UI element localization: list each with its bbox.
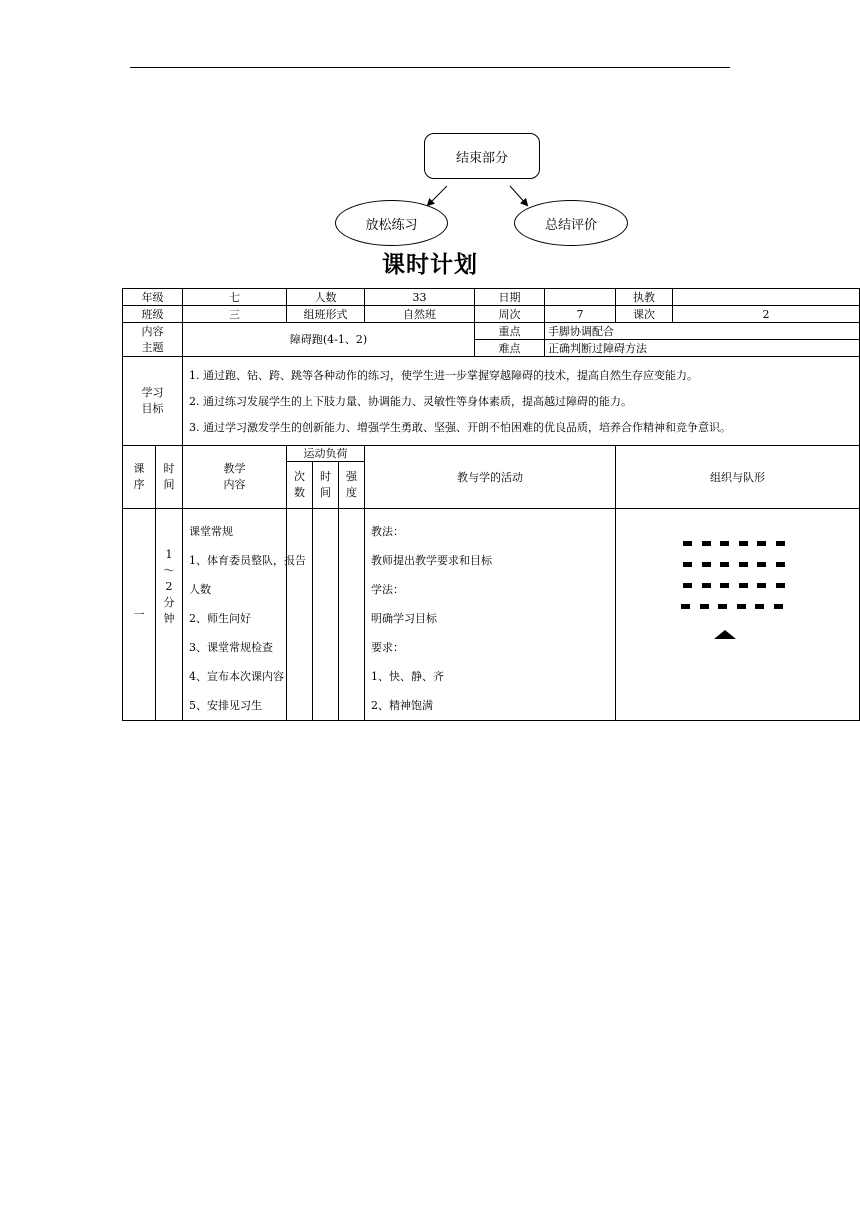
flow-arrows bbox=[0, 0, 860, 260]
section-activity bbox=[365, 509, 616, 721]
class-label: 班级 bbox=[123, 306, 183, 323]
student-marker bbox=[739, 541, 748, 546]
goals-label-2: 目标 bbox=[141, 402, 164, 415]
load-int-1: 强 bbox=[346, 470, 358, 483]
content-line: 2、师生问好 bbox=[189, 612, 251, 625]
section-formation bbox=[616, 509, 860, 721]
count-value: 33 bbox=[365, 289, 475, 306]
load-count-header bbox=[287, 462, 313, 509]
activity-line: 教法： bbox=[371, 525, 405, 538]
activity-line: 2、精神饱满 bbox=[371, 699, 434, 712]
student-marker bbox=[702, 562, 711, 567]
load-time-header bbox=[313, 462, 339, 509]
content-line: 5、安排见习生 bbox=[189, 699, 262, 712]
lesson-label: 课次 bbox=[616, 306, 673, 323]
student-marker bbox=[720, 562, 729, 567]
key-label: 重点 bbox=[475, 323, 545, 340]
student-marker bbox=[720, 541, 729, 546]
student-marker bbox=[702, 583, 711, 588]
content-header-1: 教学 bbox=[223, 462, 246, 475]
form-value: 自然班 bbox=[365, 306, 475, 323]
order-header bbox=[123, 446, 156, 509]
teacher-marker-icon bbox=[714, 630, 736, 639]
time-header-1: 时 bbox=[163, 462, 175, 475]
activity-line: 要求： bbox=[371, 641, 405, 654]
date-value bbox=[545, 289, 616, 306]
activity-line: 明确学习目标 bbox=[371, 612, 438, 625]
student-marker bbox=[702, 541, 711, 546]
student-marker bbox=[739, 562, 748, 567]
flow-right-oval: 总结评价 bbox=[514, 200, 628, 246]
key-value: 手脚协调配合 bbox=[545, 323, 860, 340]
section-time-2: ～ bbox=[163, 564, 175, 577]
flow-left-oval: 放松练习 bbox=[335, 200, 448, 246]
load-count-2: 数 bbox=[294, 486, 305, 499]
content-line: 人数 bbox=[189, 583, 211, 596]
student-marker bbox=[683, 541, 692, 546]
student-marker bbox=[681, 604, 690, 609]
arrow-right bbox=[510, 186, 527, 205]
content-line: 3、课堂常规检查 bbox=[189, 641, 273, 654]
topic-value: 障碍跑(4-1、2) bbox=[183, 323, 475, 357]
section-time-1: 1 bbox=[165, 548, 173, 561]
student-marker bbox=[683, 562, 692, 567]
week-label: 周次 bbox=[475, 306, 545, 323]
date-label: 日期 bbox=[475, 289, 545, 306]
section-time bbox=[156, 509, 183, 721]
time-header bbox=[156, 446, 183, 509]
order-header-1: 课 bbox=[133, 462, 145, 475]
load-time-1: 时 bbox=[320, 470, 331, 483]
student-marker bbox=[718, 604, 727, 609]
content-line: 1、体育委员整队，报告 bbox=[189, 554, 306, 567]
load-count-cell bbox=[287, 509, 313, 721]
goal-item: 2. 通过练习发展学生的上下肢力量、协调能力、灵敏性等身体素质，提高越过障碍的能力。 bbox=[189, 395, 632, 408]
student-marker bbox=[757, 583, 766, 588]
goal-item: 3. 通过学习激发学生的创新能力、增强学生勇敢、坚强、开朗不怕困难的优良品质，培养合作精神和竞争意识。 bbox=[189, 421, 731, 434]
content-line: 4、宣布本次课内容 bbox=[189, 670, 284, 683]
topic-label-1: 内容 bbox=[141, 324, 164, 338]
student-marker bbox=[739, 583, 748, 588]
student-marker bbox=[757, 562, 766, 567]
load-int-2: 度 bbox=[346, 486, 358, 499]
teacher-label: 执教 bbox=[616, 289, 673, 306]
student-marker bbox=[776, 562, 785, 567]
activity-line: 学法： bbox=[371, 583, 405, 596]
form-label: 组班形式 bbox=[287, 306, 365, 323]
section-content bbox=[183, 509, 306, 721]
page-title: 课时计划 bbox=[382, 252, 478, 278]
topic-label bbox=[123, 323, 183, 357]
student-marker bbox=[774, 604, 783, 609]
activity-line: 1、快、静、齐 bbox=[371, 670, 445, 683]
grade-value: 七 bbox=[183, 289, 287, 306]
student-marker bbox=[700, 604, 709, 609]
activity-line: 教师提出教学要求和目标 bbox=[371, 554, 493, 567]
topic-label-2: 主题 bbox=[141, 340, 164, 354]
week-value: 7 bbox=[545, 306, 616, 323]
student-marker bbox=[720, 583, 729, 588]
student-marker bbox=[737, 604, 746, 609]
goals-label bbox=[123, 357, 183, 446]
activity-header: 教与学的活动 bbox=[365, 446, 616, 509]
content-header bbox=[183, 446, 287, 509]
teacher-value bbox=[673, 289, 860, 306]
load-time-cell bbox=[313, 509, 339, 721]
section-order: 一 bbox=[123, 509, 156, 721]
goal-item: 1. 通过跑、钻、跨、跳等各种动作的练习，使学生进一步掌握穿越障碍的技术，提高自然生存应变能力。 bbox=[189, 369, 698, 382]
section-time-4: 分 bbox=[163, 596, 175, 609]
section-time-3: 2 bbox=[165, 580, 173, 593]
content-header-2: 内容 bbox=[223, 478, 246, 491]
student-marker bbox=[776, 583, 785, 588]
order-header-2: 序 bbox=[133, 478, 145, 491]
content-line: 课堂常规 bbox=[189, 525, 233, 538]
load-intensity-header bbox=[339, 462, 365, 509]
count-label: 人数 bbox=[287, 289, 365, 306]
load-intensity-cell bbox=[339, 509, 365, 721]
lesson-value: 2 bbox=[673, 306, 860, 323]
class-value: 三 bbox=[183, 306, 287, 323]
load-count-1: 次 bbox=[294, 470, 305, 483]
formation-diagram bbox=[616, 509, 859, 709]
organization-header: 组织与队形 bbox=[616, 446, 860, 509]
flow-top-box: 结束部分 bbox=[424, 133, 540, 179]
time-header-2: 间 bbox=[163, 478, 175, 491]
goals-list bbox=[183, 357, 860, 446]
goals-label-1: 学习 bbox=[141, 386, 164, 399]
load-header: 运动负荷 bbox=[287, 446, 365, 462]
section-time-5: 钟 bbox=[163, 612, 175, 625]
lesson-plan-table bbox=[122, 288, 860, 721]
difficulty-label: 难点 bbox=[475, 340, 545, 357]
student-marker bbox=[683, 583, 692, 588]
student-marker bbox=[755, 604, 764, 609]
student-marker bbox=[757, 541, 766, 546]
arrow-left bbox=[428, 186, 447, 205]
student-marker bbox=[776, 541, 785, 546]
grade-label: 年级 bbox=[123, 289, 183, 306]
difficulty-value: 正确判断过障碍方法 bbox=[545, 340, 860, 357]
load-time-2: 间 bbox=[320, 486, 331, 499]
